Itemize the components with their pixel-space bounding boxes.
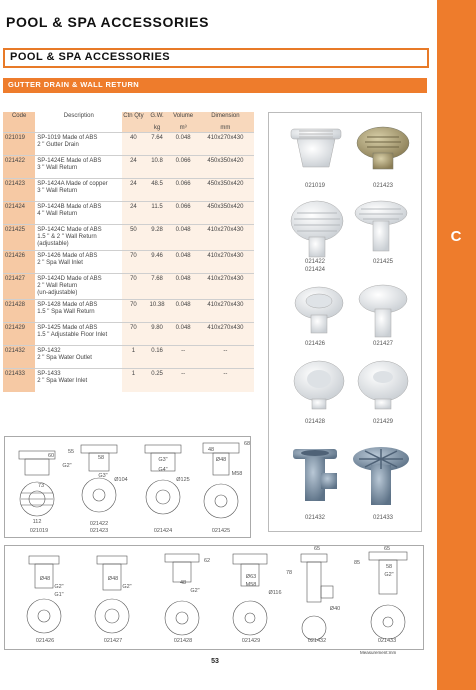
gw-cell: [145, 369, 170, 392]
photo-label: 021422: [304, 259, 326, 265]
dim-label: 48: [207, 447, 215, 453]
dimension-text: 450x350x420: [207, 181, 244, 187]
table-row: [3, 300, 254, 323]
dim-label: M58: [245, 582, 257, 588]
code-text: 021423: [5, 181, 26, 187]
volume-text: --: [181, 371, 186, 377]
description-text: SP-1424C Made of ABS: [37, 227, 102, 233]
table-row: [3, 179, 254, 202]
code-text: 021429: [5, 325, 26, 331]
dimension-cell: [197, 323, 254, 346]
volume-text: 0.048: [175, 135, 191, 141]
code-cell: [3, 202, 35, 225]
code-text: 021427: [5, 276, 26, 282]
photo-021422: [291, 201, 343, 257]
dim-label: G3": [98, 473, 108, 479]
dim-label: 112: [32, 519, 42, 525]
photo-label: 021428: [304, 419, 326, 425]
header-gw-label: G.W.: [150, 113, 164, 119]
description-text: 2 " Gutter Drain: [37, 142, 79, 148]
photo-021428: [294, 361, 344, 409]
dim-label: 60: [47, 453, 55, 459]
volume-cell: [169, 179, 196, 202]
table-row: [3, 369, 254, 392]
description-cell: [35, 202, 122, 225]
header-dimension: [197, 112, 254, 133]
page-number: 53: [211, 658, 219, 665]
description-text: SP-1424E Made of ABS: [37, 158, 102, 164]
gw-text: 0.16: [151, 348, 163, 354]
qty-text: 40: [130, 135, 137, 141]
code-cell: [3, 156, 35, 179]
volume-cell: [169, 133, 196, 156]
dimension-cell: [197, 133, 254, 156]
dimension-cell: [197, 202, 254, 225]
qty-text: 50: [130, 227, 137, 233]
product-photos: [269, 113, 423, 533]
photo-label: 021019: [304, 183, 326, 189]
qty-cell: [122, 369, 144, 392]
dim-label: G3": [158, 457, 168, 463]
description-cell: [35, 346, 122, 369]
table-header-row: [3, 112, 254, 133]
dim-label: Ø125: [176, 477, 190, 483]
table-row: [3, 225, 254, 251]
section-title: POOL & SPA ACCESSORIES: [10, 51, 171, 63]
description-text: 2 " Spa Water Outlet: [37, 355, 92, 361]
header-volume: [169, 112, 196, 133]
table-row: [3, 323, 254, 346]
photo-label: 021424: [304, 267, 326, 273]
description-text: (adjustable): [37, 241, 69, 247]
qty-text: 24: [130, 158, 137, 164]
dim-label: 58: [97, 455, 105, 461]
drawing-label: 021433: [377, 638, 397, 644]
photo-021432: [293, 449, 337, 501]
table-row: [3, 133, 254, 156]
volume-cell: [169, 274, 196, 300]
header-dimension-label: Dimension: [211, 113, 240, 119]
dimension-cell: [197, 156, 254, 179]
code-text: 021424: [5, 204, 26, 210]
code-cell: [3, 323, 35, 346]
qty-cell: [122, 346, 144, 369]
description-text: (un-adjustable): [37, 290, 78, 296]
gw-cell: [145, 251, 170, 274]
table-row: [3, 202, 254, 225]
dim-label: 73: [37, 483, 45, 489]
gw-cell: [145, 133, 170, 156]
drawing-label: 021423: [89, 528, 109, 534]
photo-label: 021429: [372, 419, 394, 425]
photo-021433: [353, 447, 409, 505]
gw-text: 9.46: [151, 253, 163, 259]
dim-label: Ø63: [245, 574, 257, 580]
qty-cell: [122, 274, 144, 300]
dimension-cell: [197, 179, 254, 202]
code-text: 021433: [5, 371, 26, 377]
dimension-text: 410x270x430: [207, 253, 244, 259]
gw-text: 7.68: [151, 276, 163, 282]
measurement-note: Measurement:mm: [360, 650, 397, 655]
header-gw: [145, 112, 170, 133]
code-cell: [3, 133, 35, 156]
qty-cell: [122, 179, 144, 202]
volume-text: 0.048: [175, 276, 191, 282]
dimension-cell: [197, 346, 254, 369]
description-text: 1.5 " Adjustable Floor Inlet: [37, 332, 108, 338]
dimension-cell: [197, 300, 254, 323]
dimension-text: --: [223, 371, 228, 377]
header-gw-unit: kg: [153, 125, 161, 131]
description-text: 2 " Wall Return: [37, 283, 78, 289]
qty-text: 70: [130, 325, 137, 331]
volume-cell: [169, 251, 196, 274]
gw-text: 11.5: [151, 204, 163, 210]
gw-cell: [145, 323, 170, 346]
dim-label: 78: [285, 570, 293, 576]
code-text: 021428: [5, 302, 26, 308]
volume-text: 0.048: [175, 325, 191, 331]
qty-cell: [122, 300, 144, 323]
dim-label: G2": [54, 584, 64, 590]
code-cell: [3, 251, 35, 274]
page-title: POOL & SPA ACCESSORIES: [6, 14, 210, 30]
description-text: SP-1424D Made of ABS: [37, 276, 102, 282]
header-volume-unit: m³: [179, 125, 187, 131]
drawing-label: 021424: [153, 528, 173, 534]
photo-label: 021433: [372, 515, 394, 521]
dim-label: G1": [54, 592, 64, 598]
dim-label: 68: [243, 441, 251, 447]
table-row: [3, 346, 254, 369]
description-text: 3 " Wall Return: [37, 188, 78, 194]
gw-text: 48.5: [151, 181, 163, 187]
dimension-text: 410x270x430: [207, 325, 244, 331]
description-cell: [35, 156, 122, 179]
description-text: SP-1432: [37, 348, 61, 354]
dim-label: G2": [62, 463, 72, 469]
dimension-cell: [197, 225, 254, 251]
qty-cell: [122, 202, 144, 225]
description-text: 2 " Spa Water Inlet: [37, 378, 88, 384]
qty-text: 70: [130, 302, 137, 308]
product-photo-panel: [268, 112, 422, 532]
dim-label: Ø40: [329, 606, 341, 612]
qty-cell: [122, 156, 144, 179]
volume-text: 0.048: [175, 253, 191, 259]
description-text: SP-1428 Made of ABS: [37, 302, 98, 308]
drawing-label: 021426: [35, 638, 55, 644]
drawing-label: 021427: [103, 638, 123, 644]
volume-cell: [169, 300, 196, 323]
gw-text: 7.64: [151, 135, 163, 141]
volume-cell: [169, 346, 196, 369]
dim-label: 48: [179, 580, 187, 586]
code-text: 021019: [5, 135, 26, 141]
description-text: 1.5 " & 2 " Wall Return: [37, 234, 97, 240]
photo-021019: [291, 129, 341, 167]
side-tab-strip: [437, 0, 476, 690]
photo-label: 021425: [372, 259, 394, 265]
qty-text: 24: [130, 181, 137, 187]
code-text: 021432: [5, 348, 26, 354]
dimension-cell: [197, 369, 254, 392]
description-cell: [35, 179, 122, 202]
drawing-label: 021432: [307, 638, 327, 644]
dim-label: Ø48: [215, 457, 227, 463]
header-code: Code: [3, 112, 35, 133]
photo-021423: [357, 127, 409, 169]
description-cell: [35, 274, 122, 300]
code-cell: [3, 225, 35, 251]
photo-021426: [295, 287, 343, 333]
gw-text: 0.25: [151, 371, 163, 377]
volume-text: 0.066: [175, 158, 191, 164]
dimension-text: 410x270x430: [207, 227, 244, 233]
drawing-label: 021425: [211, 528, 231, 534]
dimension-text: 410x270x430: [207, 302, 244, 308]
dim-label: G2": [384, 572, 394, 578]
volume-cell: [169, 323, 196, 346]
gw-cell: [145, 156, 170, 179]
code-cell: [3, 179, 35, 202]
spec-table: [3, 112, 254, 392]
dim-label: 85: [353, 560, 361, 566]
description-cell: [35, 369, 122, 392]
dimension-text: 410x270x430: [207, 135, 244, 141]
volume-cell: [169, 225, 196, 251]
description-text: SP-1019 Made of ABS: [37, 135, 98, 141]
header-description: Description: [35, 112, 122, 133]
description-cell: [35, 225, 122, 251]
code-text: 021425: [5, 227, 26, 233]
description-cell: [35, 300, 122, 323]
gw-cell: [145, 179, 170, 202]
dim-label: G2": [122, 584, 132, 590]
qty-cell: [122, 251, 144, 274]
drawing-label: 021422: [89, 521, 109, 527]
qty-text: 24: [130, 204, 137, 210]
dim-label: 58: [385, 564, 393, 570]
description-text: SP-1424A Made of copper: [37, 181, 108, 187]
photo-label: 021426: [304, 341, 326, 347]
gw-text: 9.28: [151, 227, 163, 233]
dim-label: 65: [313, 546, 321, 552]
code-cell: [3, 346, 35, 369]
header-qty: Ctn Qty: [122, 112, 144, 133]
drawing-label: 021429: [241, 638, 261, 644]
dimension-cell: [197, 251, 254, 274]
volume-cell: [169, 202, 196, 225]
photo-021429: [358, 361, 408, 409]
photo-label: 021427: [372, 341, 394, 347]
gw-cell: [145, 274, 170, 300]
dimension-text: --: [223, 348, 228, 354]
dim-label: Ø48: [39, 576, 51, 582]
description-cell: [35, 323, 122, 346]
gw-text: 9.80: [151, 325, 163, 331]
description-text: SP-1425 Made of ABS: [37, 325, 98, 331]
dimension-text: 410x270x430: [207, 276, 244, 282]
qty-text: 70: [130, 253, 137, 259]
drawing-label: 021019: [29, 528, 49, 534]
gw-text: 10.38: [149, 302, 165, 308]
header-dimension-unit: mm: [220, 125, 231, 131]
volume-text: 0.066: [175, 181, 191, 187]
technical-drawings-bottom: [4, 545, 424, 650]
table-row: [3, 251, 254, 274]
photo-021427: [359, 285, 407, 337]
dim-label: G2": [190, 588, 200, 594]
table-row: [3, 156, 254, 179]
dim-label: 55: [67, 449, 75, 455]
dimension-text: 450x350x420: [207, 158, 244, 164]
qty-text: 70: [130, 276, 137, 282]
qty-cell: [122, 225, 144, 251]
description-text: 2 " Spa Wall Inlet: [37, 260, 83, 266]
description-text: 3 " Wall Return: [37, 165, 78, 171]
code-text: 021426: [5, 253, 26, 259]
dim-label: Ø116: [268, 590, 282, 596]
photo-label: 021423: [372, 183, 394, 189]
description-text: SP-1433: [37, 371, 61, 377]
description-cell: [35, 133, 122, 156]
description-text: 4 " Wall Return: [37, 211, 78, 217]
volume-text: 0.048: [175, 302, 191, 308]
dimension-text: 450x350x420: [207, 204, 244, 210]
code-cell: [3, 300, 35, 323]
description-cell: [35, 251, 122, 274]
dim-label: Ø48: [107, 576, 119, 582]
photo-021425: [355, 201, 407, 251]
header-volume-label: Volume: [173, 113, 194, 119]
gw-cell: [145, 346, 170, 369]
spec-table-body: [3, 133, 254, 392]
code-cell: [3, 274, 35, 300]
qty-cell: [122, 133, 144, 156]
volume-cell: [169, 156, 196, 179]
code-cell: [3, 369, 35, 392]
drawing-label: 021428: [173, 638, 193, 644]
description-text: 1.5 " Spa Wall Return: [37, 309, 95, 315]
technical-drawings-top: [4, 436, 251, 538]
gw-text: 10.8: [151, 158, 163, 164]
subsection-title: GUTTER DRAIN & WALL RETURN: [8, 80, 140, 89]
qty-cell: [122, 323, 144, 346]
volume-text: 0.066: [175, 204, 191, 210]
volume-cell: [169, 369, 196, 392]
side-tab-letter: C: [450, 228, 462, 245]
description-text: SP-1426 Made of ABS: [37, 253, 98, 259]
dim-label: 65: [383, 546, 391, 552]
gw-cell: [145, 225, 170, 251]
qty-text: 1: [131, 348, 136, 354]
gw-cell: [145, 202, 170, 225]
table-row: [3, 274, 254, 300]
gw-cell: [145, 300, 170, 323]
volume-text: --: [181, 348, 186, 354]
dim-label: 62: [203, 558, 211, 564]
dimension-cell: [197, 274, 254, 300]
description-text: SP-1424B Made of ABS: [37, 204, 102, 210]
dim-label: Ø104: [114, 477, 128, 483]
photo-label: 021432: [304, 515, 326, 521]
volume-text: 0.048: [175, 227, 191, 233]
qty-text: 1: [131, 371, 136, 377]
dim-label: M58: [231, 471, 243, 477]
code-text: 021422: [5, 158, 26, 164]
dim-label: G4": [158, 467, 168, 473]
